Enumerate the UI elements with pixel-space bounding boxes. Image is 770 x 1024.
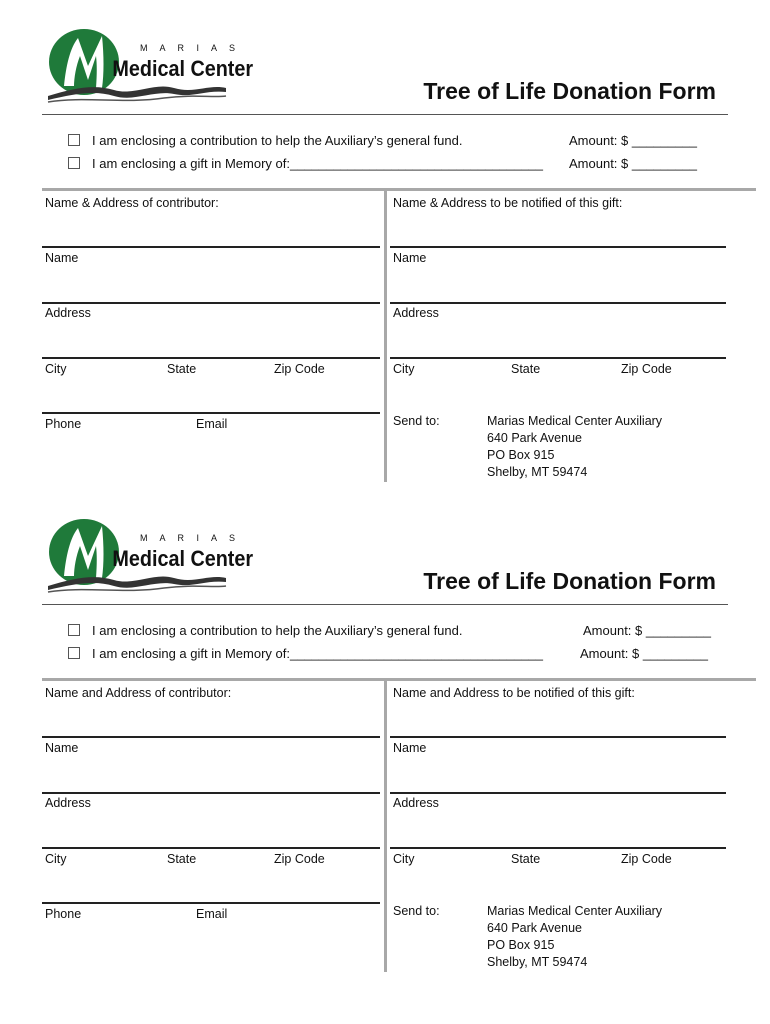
amount-field-2[interactable]: Amount: $ _________ [580, 646, 708, 661]
notify-address-label: Address [393, 796, 439, 810]
notify-address-line[interactable] [390, 357, 726, 359]
address-line: PO Box 915 [487, 448, 555, 462]
notify-zip-label: Zip Code [621, 852, 672, 866]
contributor-state-label: State [167, 852, 197, 866]
notify-heading: Name and Address to be notified of this gift: [393, 686, 635, 700]
notify-name-line[interactable] [390, 302, 726, 304]
address-line: PO Box 915 [487, 938, 555, 952]
marias-logo [44, 516, 254, 596]
contributor-line[interactable] [42, 736, 380, 738]
notify-city-label: City [393, 852, 415, 866]
title-rule [42, 114, 728, 115]
contributor-heading: Name and Address of contributor: [45, 686, 232, 700]
logo-top-text: M A R I A S [140, 533, 241, 543]
donation-form-1 [0, 0, 770, 490]
contributor-state-label: State [167, 362, 197, 376]
contributor-line[interactable] [42, 246, 380, 248]
notify-heading: Name & Address to be notified of this gift: [393, 196, 623, 210]
section-rule [42, 188, 756, 191]
email-label: Email [196, 907, 228, 921]
notify-address-label: Address [393, 306, 439, 320]
contributor-zip-label: Zip Code [274, 852, 325, 866]
marias-logo [44, 26, 254, 106]
notify-name-line[interactable] [390, 792, 726, 794]
general-fund-option[interactable] [68, 133, 463, 148]
logo-top-text: M A R I A S [140, 43, 241, 53]
title-rule [42, 604, 728, 605]
contributor-city-line[interactable] [42, 412, 380, 414]
contributor-city-label: City [45, 362, 67, 376]
logo-main-text: Medical Center [112, 547, 254, 572]
contributor-city-label: City [45, 852, 67, 866]
address-line: Shelby, MT 59474 [487, 465, 588, 479]
notify-address-line[interactable] [390, 847, 726, 849]
form-title: Tree of Life Donation Form [423, 78, 716, 104]
memory-gift-label: I am enclosing a gift in Memory of:___________________________________ [92, 156, 544, 171]
contributor-zip-label: Zip Code [274, 362, 325, 376]
checkbox-icon[interactable] [68, 624, 80, 636]
notify-name-label: Name [393, 251, 427, 265]
column-divider [384, 190, 387, 482]
mailing-address [487, 903, 662, 971]
amount-field-2[interactable]: Amount: $ _________ [569, 156, 697, 171]
notify-state-label: State [511, 852, 541, 866]
amount-field-1[interactable]: Amount: $ _________ [583, 623, 711, 638]
logo-mountain-line [48, 96, 226, 102]
memory-gift-option[interactable] [68, 646, 543, 661]
notify-line[interactable] [390, 246, 726, 248]
checkbox-icon[interactable] [68, 134, 80, 146]
send-to-label: Send to: [393, 414, 440, 428]
memory-gift-option[interactable] [68, 156, 543, 171]
address-line: Marias Medical Center Auxiliary [487, 904, 663, 918]
contributor-address-label: Address [45, 306, 91, 320]
general-fund-label: I am enclosing a contribution to help the Auxiliary’s general fund. [92, 133, 463, 148]
contributor-name-label: Name [45, 741, 79, 755]
column-divider [384, 680, 387, 972]
address-line: 640 Park Avenue [487, 431, 582, 445]
notify-name-label: Name [393, 741, 427, 755]
phone-label: Phone [45, 907, 82, 921]
address-line: 640 Park Avenue [487, 921, 582, 935]
section-rule [42, 678, 756, 681]
contributor-address-line[interactable] [42, 357, 380, 359]
memory-gift-label: I am enclosing a gift in Memory of:___________________________________ [92, 646, 544, 661]
notify-city-label: City [393, 362, 415, 376]
contributor-name-label: Name [45, 251, 79, 265]
contributor-address-line[interactable] [42, 847, 380, 849]
notify-line[interactable] [390, 736, 726, 738]
phone-label: Phone [45, 417, 82, 431]
logo-main-text: Medical Center [112, 57, 254, 82]
contributor-name-line[interactable] [42, 302, 380, 304]
email-label: Email [196, 417, 228, 431]
donation-form-2 [0, 490, 770, 980]
send-to-label: Send to: [393, 904, 440, 918]
contributor-heading: Name & Address of contributor: [45, 196, 219, 210]
address-line: Shelby, MT 59474 [487, 955, 588, 969]
contributor-name-line[interactable] [42, 792, 380, 794]
amount-field-1[interactable]: Amount: $ _________ [569, 133, 697, 148]
contributor-city-line[interactable] [42, 902, 380, 904]
checkbox-icon[interactable] [68, 157, 80, 169]
address-line: Marias Medical Center Auxiliary [487, 414, 663, 428]
notify-state-label: State [511, 362, 541, 376]
general-fund-option[interactable] [68, 623, 463, 638]
mailing-address [487, 413, 662, 481]
notify-zip-label: Zip Code [621, 362, 672, 376]
form-title: Tree of Life Donation Form [423, 568, 716, 594]
contributor-address-label: Address [45, 796, 91, 810]
checkbox-icon[interactable] [68, 647, 80, 659]
general-fund-label: I am enclosing a contribution to help the Auxiliary’s general fund. [92, 623, 463, 638]
logo-mountain-line [48, 586, 226, 592]
